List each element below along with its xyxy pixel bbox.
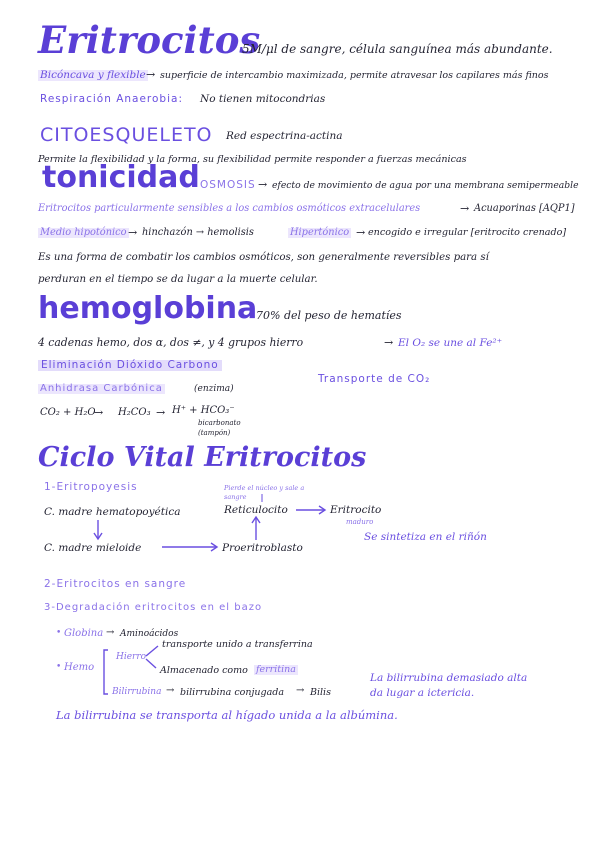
eritrocitos-sangre-heading: 2-Eritrocitos en sangre xyxy=(44,578,187,590)
red-espectrina: Red espectrina-actina xyxy=(226,130,343,142)
hipertonico-text: encogido e irregular [eritrocito crenado] xyxy=(368,227,567,238)
arrow-icon: → xyxy=(460,202,470,215)
hierro: Hierro xyxy=(116,652,147,662)
osmosis-label: OSMOSIS xyxy=(200,179,256,191)
bilis: Bilis xyxy=(310,687,331,698)
bullet-icon: • xyxy=(56,628,62,638)
ferritina: ferritina xyxy=(256,664,296,675)
arrow-icon: → xyxy=(146,68,156,81)
tonicidad-para-2: perduran en el tiempo se da lugar a la muerte celular. xyxy=(38,274,318,285)
hipertonico-label: Hipertónico xyxy=(290,227,350,238)
citoesqueleto-text: Permite la flexibilidad y la forma, su flexibilidad permite responder a fuerzas mecánicas xyxy=(38,154,467,165)
eritrocitos-sensibles: Eritrocitos particularmente sensibles a los cambios osmóticos extracelulares xyxy=(38,203,421,214)
bullet-icon: • xyxy=(56,662,62,672)
hemo: Hemo xyxy=(64,662,95,673)
eliminacion-co2: Eliminación Dióxido Carbono xyxy=(38,360,222,371)
transporte-transferrina: transporte unido a transferrina xyxy=(162,639,313,650)
eq-reactivos: CO₂ + H₂O xyxy=(40,407,96,418)
arrow-icon: → xyxy=(166,685,175,696)
albumina-line: La bilirrubina se transporta al hígado unida a la albúmina. xyxy=(56,708,398,722)
globina: Globina xyxy=(64,628,104,639)
reticulocito-note: Pierde el núcleo y sale a sangre xyxy=(224,484,305,501)
bicarbonato-note: bicarbonato xyxy=(198,419,241,427)
respiracion-text: No tienen mitocondrias xyxy=(200,93,326,105)
biconcava-text: superficie de intercambio maximizada, permite atravesar los capilares más finos xyxy=(160,70,549,81)
eq-acido: H₂CO₃ xyxy=(118,407,151,418)
arrow-icon: → xyxy=(356,226,366,239)
transporte-co2: Transporte de CO₂ xyxy=(318,373,431,385)
degradacion-heading: 3-Degradación eritrocitos en el bazo xyxy=(44,602,263,613)
arrow-icon: → xyxy=(258,178,268,191)
medio-hipotonico: Medio hipotónico xyxy=(40,227,127,238)
arrow-icon: → xyxy=(94,406,104,419)
tampon-note: (tampón) xyxy=(198,429,231,437)
ictericia-line-2: da lugar a ictericia. xyxy=(370,687,475,699)
tonicidad-para-1: Es una forma de combatir los cambios osmóticos, son generalmente reversibles para sí xyxy=(38,252,489,263)
eritropoyesis-heading: 1-Eritropoyesis xyxy=(44,481,138,493)
arrow-icon: → xyxy=(106,627,115,638)
acuaporinas: Acuaporinas [AQP1] xyxy=(474,203,575,214)
title-hemoglobina: hemoglobina xyxy=(38,291,258,326)
biconcava-label: Bicóncava y flexible xyxy=(40,69,146,81)
bilirrubina-label: Bilirrubina xyxy=(112,687,162,697)
maduro-note: maduro xyxy=(346,518,374,526)
eritrocitos-description: 5M/μl de sangre, célula sanguínea más abundante. xyxy=(242,42,553,56)
madre-mieloide: C. madre mieloide xyxy=(44,542,142,554)
hemoglobina-pct: 70% del peso de hematíes xyxy=(256,309,402,322)
title-tonicidad: tonicidad xyxy=(42,160,200,195)
reticulocito: Reticulocito xyxy=(224,504,288,516)
arrow-icon: → xyxy=(384,336,394,349)
arrow-icon: → xyxy=(128,226,138,239)
arrow-icon: → xyxy=(156,406,166,419)
title-eritrocitos: Eritrocitos xyxy=(38,18,261,62)
title-citoesqueleto: CITOESQUELETO xyxy=(40,124,213,146)
ictericia-line-1: La bilirrubina demasiado alta xyxy=(370,672,528,684)
anhidrasa-carbonica: Anhidrasa Carbónica xyxy=(40,383,163,394)
madre-hematopoyetica: C. madre hematopoyética xyxy=(44,506,181,518)
fe-union: El O₂ se une al Fe²⁺ xyxy=(398,337,503,349)
arrow-icon: → xyxy=(296,685,305,696)
respiracion-label: Respiración Anaerobia: xyxy=(40,93,183,105)
title-ciclo-vital: Ciclo Vital Eritrocitos xyxy=(38,442,367,473)
eritrocito-maduro: Eritrocito xyxy=(330,504,382,516)
hemoglobina-cadenas: 4 cadenas hemo, dos α, dos ≠, y 4 grupos hierro xyxy=(38,336,304,349)
proeritroblasto: Proeritroblasto xyxy=(222,542,303,554)
sintetiza-rinon: Se sintetiza en el riñón xyxy=(364,531,487,543)
aminoacidos: Aminoácidos xyxy=(120,629,179,639)
almacenado-como: Almacenado como xyxy=(160,665,248,676)
bilirrubina-conjugada: bilirrubina conjugada xyxy=(180,687,285,698)
osmosis-text: efecto de movimiento de agua por una membrana semipermeable xyxy=(272,180,579,191)
enzima-note: (enzima) xyxy=(194,384,234,394)
eq-productos: H⁺ + HCO₃⁻ xyxy=(172,405,235,416)
hipotonico-text: hinchazón → hemolisis xyxy=(142,227,254,238)
